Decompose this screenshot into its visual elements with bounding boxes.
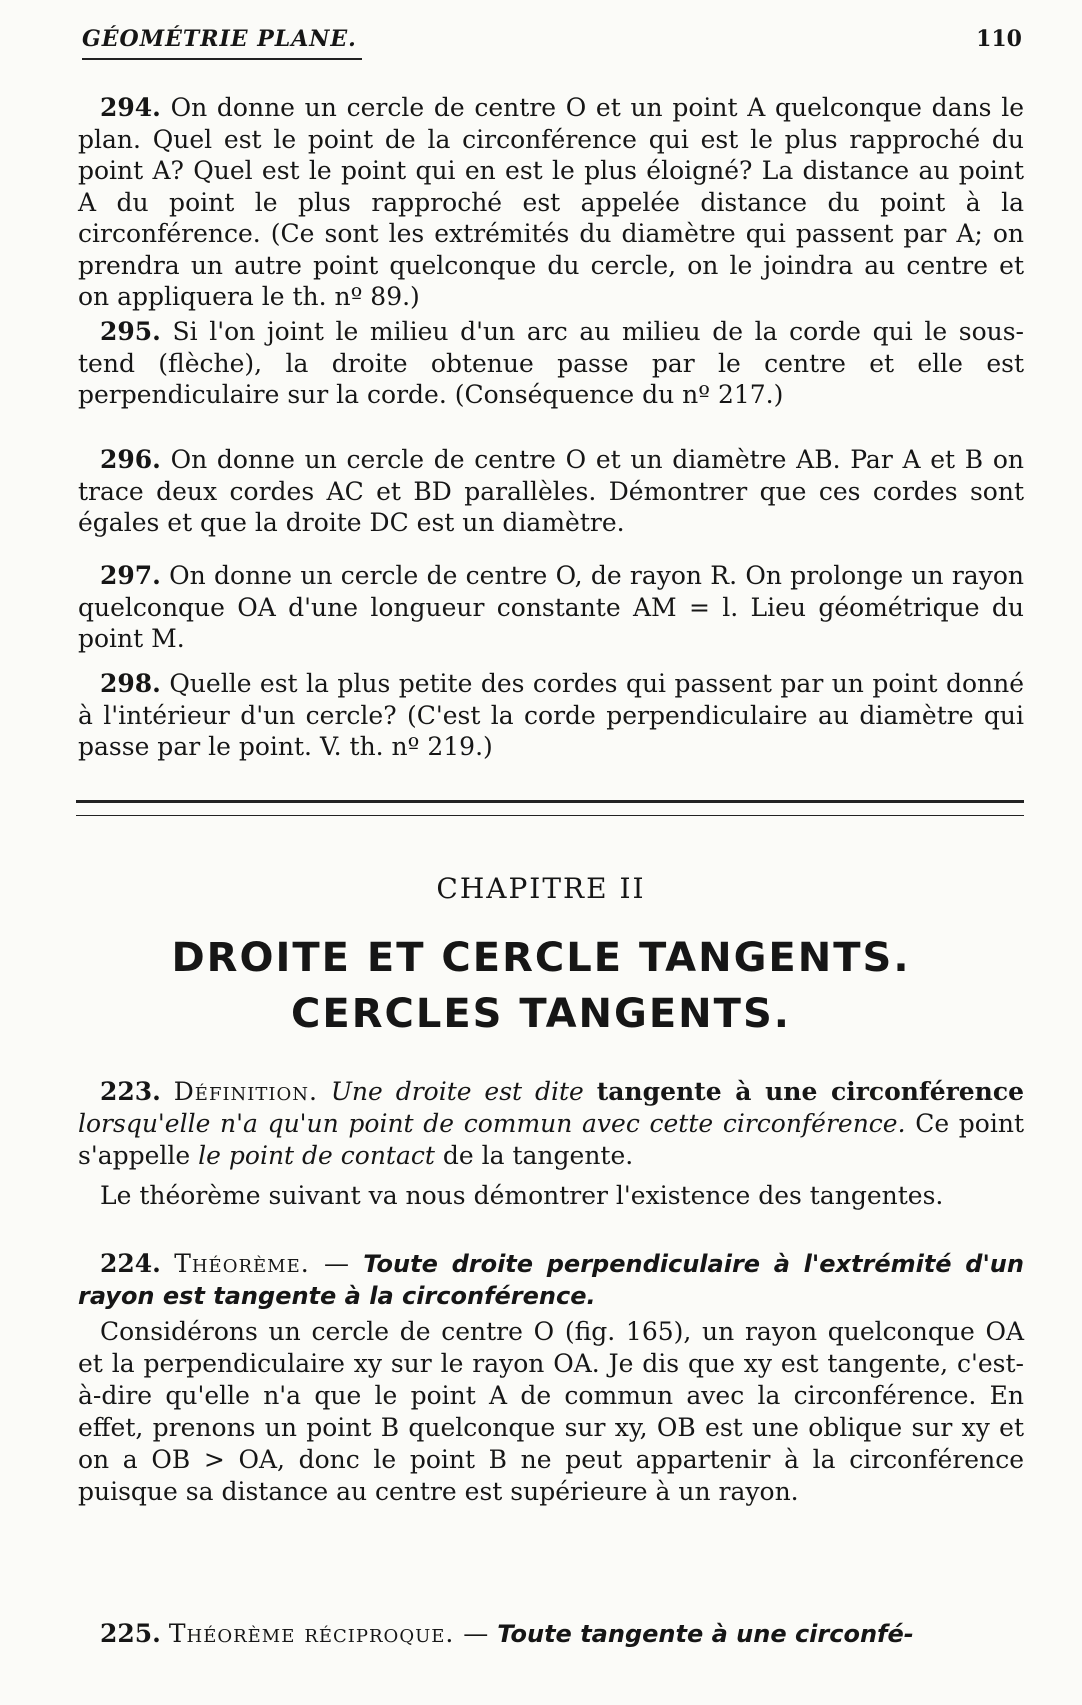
definition-part1: Une droite est dite	[330, 1077, 584, 1106]
paragraph-number: 225.	[100, 1619, 161, 1648]
exercise-text: On donne un cercle de centre O et un point A quelconque dans le plan. Quel est le point de la circonférence qui est le plus rapproché du point A? Quel est le point qui en est le plus éloigné? La distance au point A du point le plus rapproché est appelée distance du point à la circonférence. (Ce sont les extrémités du diamètre qui passent par A; on prendra un autre point quelconque du cercle, on le joindra au centre et on appliquera le th. nº 89.)	[78, 93, 1025, 311]
exercise-number: 295.	[100, 317, 161, 346]
theorem-225	[78, 1618, 1024, 1650]
section-divider	[76, 800, 1024, 816]
chapter-title	[0, 930, 1082, 1042]
theorem-224-proof: Considérons un cercle de centre O (fig. 165), un rayon quelconque OA et la perpendiculaire xy sur le rayon OA. Je dis que xy est tangente, c'est-à-dire qu'elle n'a que le point A de commun avec la circonférence. En effet, prenons un point B quelconque sur xy, OB est une oblique sur xy et on a OB > OA, donc le point B ne peut appartenir à la circonférence puisque sa distance au centre est supérieure à un rayon.	[78, 1317, 1024, 1506]
exercise-296	[78, 444, 1024, 539]
exercise-text: On donne un cercle de centre O et un diamètre AB. Par A et B on trace deux cordes AC et BD parallèles. Démontrer que ces cordes sont égales et que la droite DC est un diamètre.	[78, 445, 1024, 537]
exercise-number: 297.	[100, 561, 161, 590]
running-title: GÉOMÉTRIE PLANE.	[82, 26, 362, 60]
exercise-text: On donne un cercle de centre O, de rayon R. On prolonge un rayon quelconque OA d'une longueur constante AM = l. Lieu géométrique du point M.	[78, 561, 1024, 653]
exercise-text: Quelle est la plus petite des cordes qui passent par un point donné à l'intérieur d'un cercle? (C'est la corde perpendiculaire au diamètre qui passe par le point. V. th. nº 219.)	[78, 669, 1024, 761]
theorem-label: Théorème. —	[174, 1249, 350, 1278]
theorem-label: Théorème réciproque. —	[168, 1619, 490, 1648]
paragraph-number: 224.	[100, 1249, 161, 1278]
exercise-number: 296.	[100, 445, 161, 474]
definition-term: tangente à une circonférence	[596, 1077, 1024, 1106]
page-header	[82, 26, 1022, 70]
exercise-number: 298.	[100, 669, 161, 698]
definition-223	[78, 1076, 1024, 1172]
exercise-295	[78, 316, 1024, 411]
page-number: 110	[976, 26, 1022, 52]
exercise-298	[78, 668, 1024, 763]
theorem-statement: Toute droite perpendiculaire à l'extrémité d'un rayon est tangente à la circonférence.	[78, 1250, 1024, 1310]
exercise-number: 294.	[100, 93, 161, 122]
chapter-title-line-2: CERCLES TANGENTS.	[291, 991, 791, 1037]
chapter-title-line-1: DROITE ET CERCLE TANGENTS.	[171, 935, 911, 981]
definition-label: Définition.	[173, 1077, 318, 1106]
exercise-text: Si l'on joint le milieu d'un arc au milieu de la corde qui le sous-tend (flèche), la droite obtenue passe par le centre et elle est perpendiculaire sur la corde. (Conséquence du nº 217.)	[78, 317, 1025, 409]
exercise-294	[78, 92, 1024, 313]
definition-part5: le point de contact	[198, 1141, 435, 1170]
definition-part6: de la tangente.	[442, 1141, 634, 1170]
exercise-297	[78, 560, 1024, 655]
chapter-label: CHAPITRE II	[436, 872, 646, 905]
intro-paragraph: Le théorème suivant va nous démontrer l'existence des tangentes.	[100, 1181, 944, 1210]
definition-part4: Ce point s'appelle	[78, 1109, 1024, 1170]
definition-part3: lorsqu'elle n'a qu'un point de commun avec cette circonférence.	[78, 1109, 906, 1138]
paragraph-number: 223.	[100, 1077, 161, 1106]
theorem-statement: Toute tangente à une circonfé-	[497, 1620, 914, 1648]
theorem-224	[78, 1248, 1024, 1312]
